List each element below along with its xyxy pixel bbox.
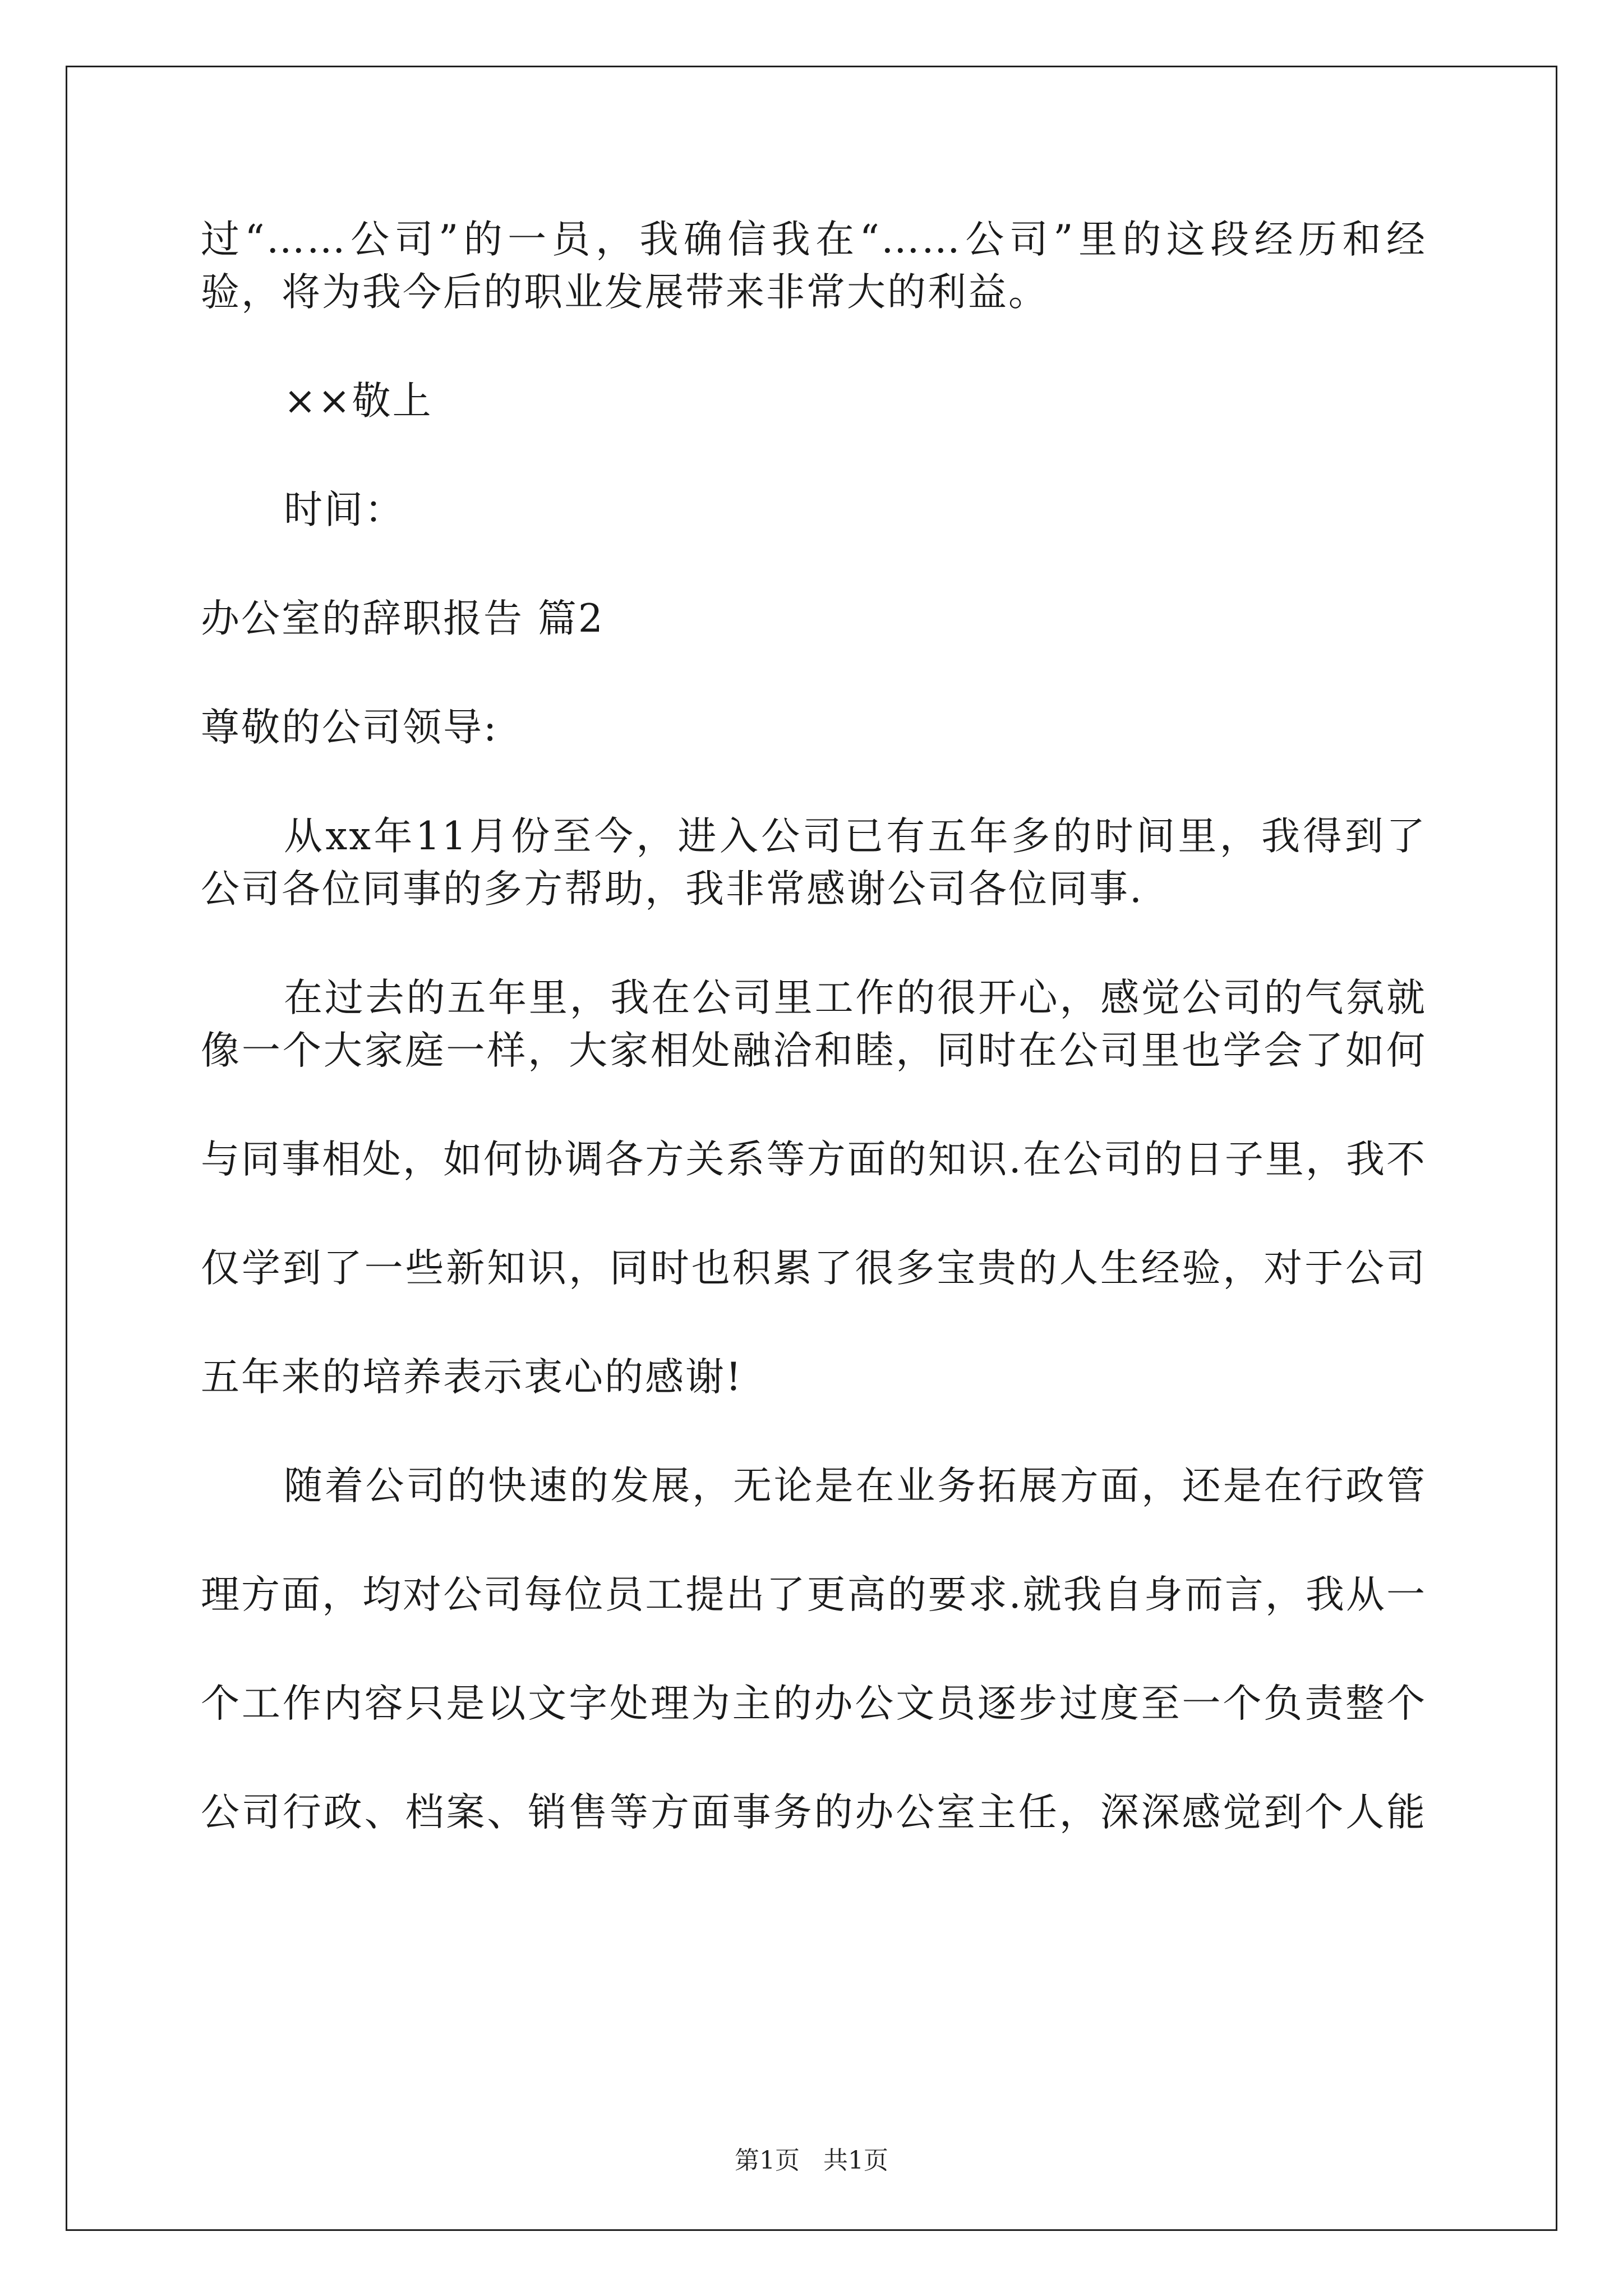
body-line: 验，将为我今后的职业发展带来非常大的利益。 [201,270,1049,315]
body-line: 仅学到了一些新知识，同时也积累了很多宝贵的人生经验，对于公司 [201,1246,1427,1291]
body-line: 个工作内容只是以文字处理为主的办公文员逐步过度至一个负责整个 [201,1681,1427,1726]
page-number: 第1页 [735,2146,800,2175]
body-line: 理方面，均对公司每位员工提出了更高的要求.就我自身而言，我从一 [201,1572,1427,1617]
body-line: 从xx年11月份至今，进入公司已有五年多的时间里，我得到了 [284,814,1427,859]
body-line: 过“……公司”的一员，我确信我在“……公司”里的这段经历和经 [201,217,1427,262]
body-line: 在过去的五年里，我在公司里工作的很开心，感觉公司的气氛就 [284,976,1427,1020]
body-line: 公司行政、档案、销售等方面事务的办公室主任，深深感觉到个人能 [201,1790,1427,1835]
body-line: 随着公司的快速的发展，无论是在业务拓展方面，还是在行政管 [284,1464,1427,1508]
body-line: 与同事相处，如何协调各方关系等方面的知识.在公司的日子里，我不 [201,1137,1427,1182]
page-total: 共1页 [823,2146,888,2175]
salutation: 尊敬的公司领导: [201,705,499,750]
date-label: 时间： [284,487,405,532]
body-line: 公司各位同事的多方帮助，我非常感谢公司各位同事. [201,867,1144,912]
section-title: 办公室的辞职报告 篇2 [201,596,605,641]
signature: ××敬上 [284,379,433,424]
document-body [201,213,1427,1839]
page-footer [0,2140,1623,2176]
body-line: 五年来的培养表示衷心的感谢! [201,1355,743,1400]
body-line: 像一个大家庭一样，大家相处融洽和睦，同时在公司里也学会了如何 [201,1028,1427,1073]
